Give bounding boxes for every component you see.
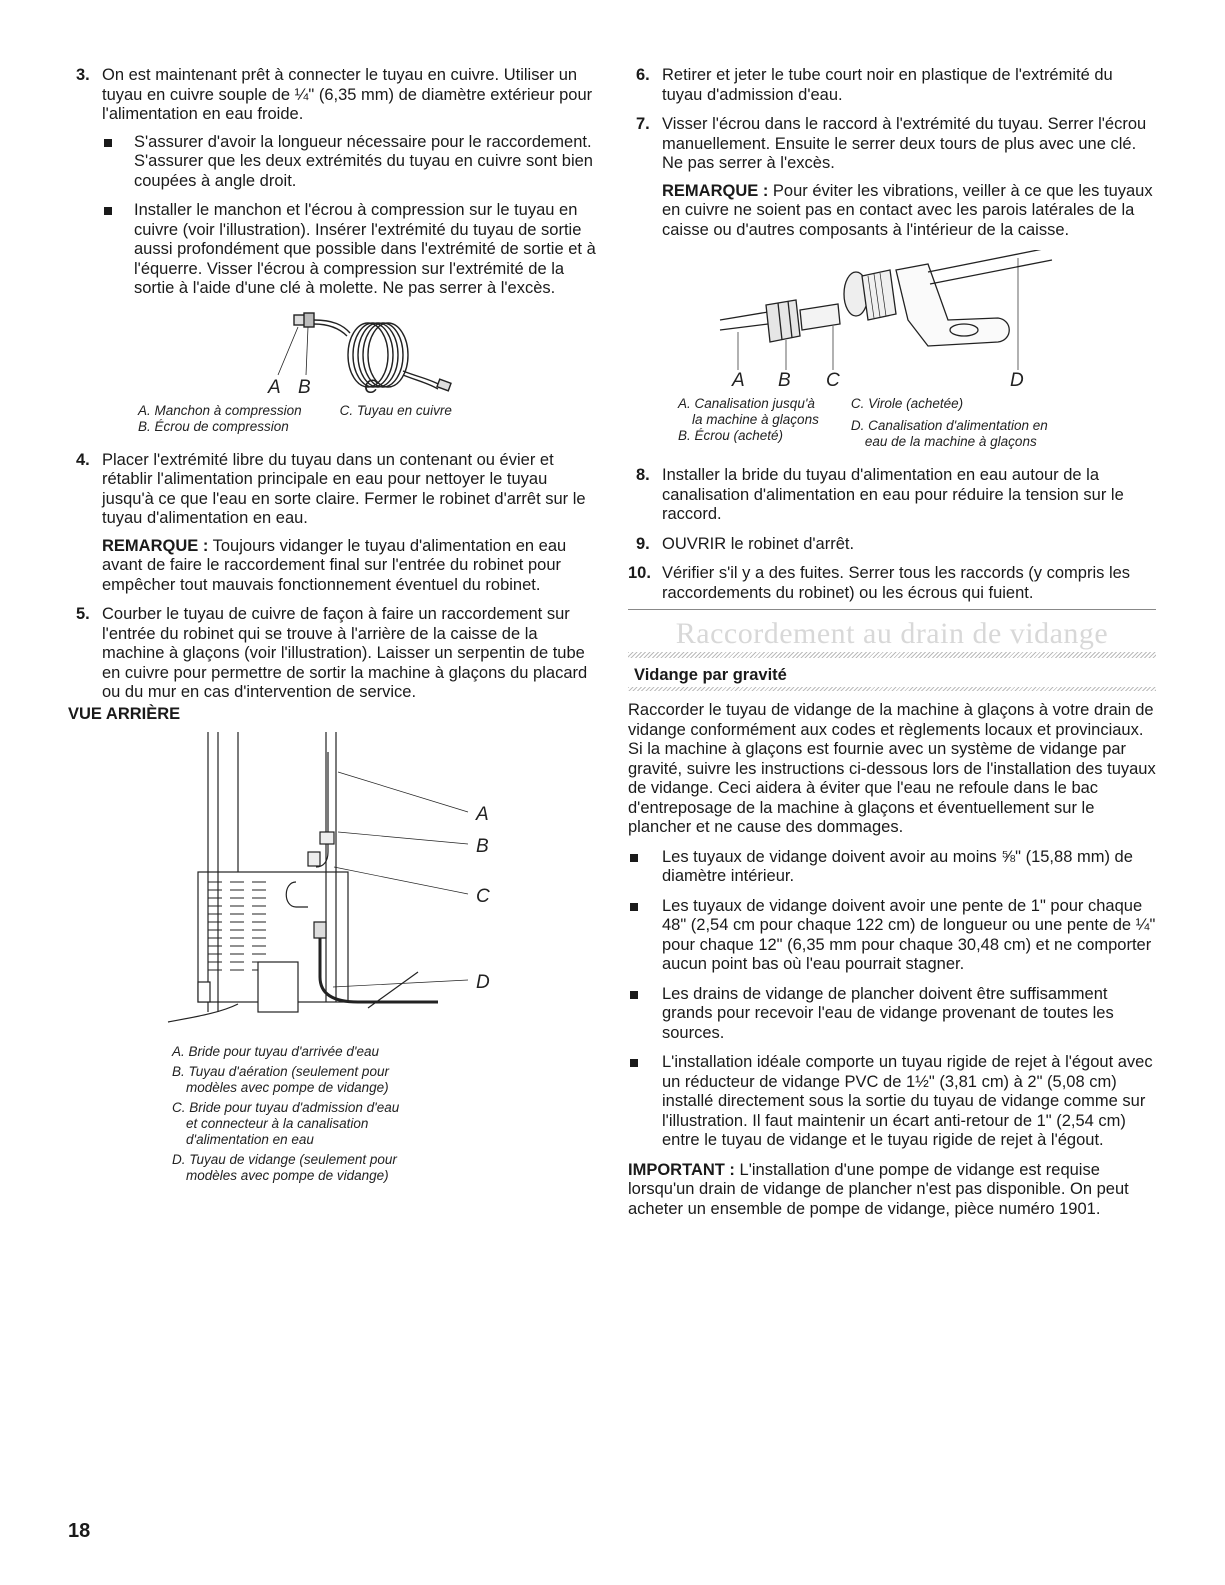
figure-fitting: [628, 250, 1156, 390]
step-text: Vérifier s'il y a des fuites. Serrer tous les raccords (y compris les raccordements du robinet) ou les écrous qui fuient.: [662, 564, 1131, 602]
bullet-square-icon: [630, 991, 638, 999]
step-text: OUVRIR le robinet d'arrêt.: [662, 534, 855, 553]
step-text: Courber le tuyau de cuivre de façon à faire un raccordement sur l'entrée du robinet qui se trouve à l'arrière de la caisse de la machine à glaçons (voir l'illustration). Laisser un serpentin de tube en cuivre pour permettre de sortir la machine à glaçons du placard ou du mur en cas d'intervention de service.: [102, 605, 588, 701]
remark: REMARQUE : Pour éviter les vibrations, veiller à ce que les tuyaux en cuivre ne soient pas en contact avec les parois latérales de la caisse ou d'autres composants à l'intérieur de la caisse.: [662, 181, 1153, 239]
bullet-item: L'installation idéale comporte un tuyau rigide de rejet à l'égout avec un réducteur de vidange PVC de 1½" (3,81 cm) à 2" (5,08 cm) installé directement sous la sortie du tuyau de vidange comme sur l'illustration. Il faut maintenir un écart anti-retour de 1" (2,54 cm) entre le tuyau de vidange et le tuyau rigide de rejet à l'égout.: [628, 1053, 1156, 1151]
figure-label: C: [364, 376, 378, 397]
section-rule: [628, 609, 1156, 610]
step-3: [68, 66, 596, 299]
important-note: IMPORTANT : L'installation d'une pompe de vidange est requise lorsqu'un drain de vidange de plancher n'est pas disponible. On peut acheter un ensemble de pompe de vidange, pièce numéro 1901.: [628, 1160, 1129, 1218]
rear-view-title: VUE ARRIÈRE: [68, 704, 181, 723]
figure-label: A: [268, 376, 281, 397]
figure-label: D: [476, 972, 490, 993]
step-number: 6.: [636, 66, 650, 84]
section-hatch: [628, 652, 1156, 658]
step-text: Placer l'extrémité libre du tuyau dans un contenant ou évier et rétablir l'alimentation principale en eau pour nettoyer le tuyau jusqu'à ce que l'eau en sorte claire. Fermer le robinet d'arrêt sur le tuyau d'alimentation en eau.: [102, 450, 586, 527]
step-number: 8.: [636, 466, 650, 484]
step-7: [628, 115, 1156, 240]
step-text: Installer la bride du tuyau d'alimentation en eau autour de la canalisation d'alimentation en eau pour réduire la tension sur le raccord.: [662, 466, 1124, 523]
page-number: 18: [68, 1520, 91, 1542]
figure-caption: A. Bride pour tuyau d'arrivée d'eau B. Tuyau d'aération (seulement pour modèles avec pompe de vidange) C. Bride pour tuyau d'admission d'eau et connecteur à la canalisation d'alimentation en eau D. Tuyau de vidange (seulement pour modèles avec pompe de vidange): [172, 1044, 400, 1183]
step-5: [68, 605, 596, 703]
figure-label: A: [476, 804, 489, 825]
step-3-bullets: [102, 133, 596, 299]
step-6: [628, 66, 1156, 105]
remark: REMARQUE : Toujours vidanger le tuyau d'alimentation en eau avant de faire le raccordement final sur l'entrée du robinet pour empêcher tout mauvais fonctionnement éventuel du robinet.: [102, 536, 567, 594]
rear-view-illustration: [68, 732, 596, 1042]
bullet-square-icon: [630, 854, 638, 862]
bullet-item: Les tuyaux de vidange doivent avoir une pente de 1" pour chaque 48" (2,54 cm pour chaque 122 cm) de longueur ou une pente de ¼" pour chaque 12" (6,35 mm pour chaque 30,48 cm) et ne comporter aucun point bas où l'eau pourrait stagner.: [628, 897, 1156, 975]
step-number: 4.: [76, 450, 90, 469]
step-number: 10.: [628, 564, 651, 582]
figure-label: B: [298, 376, 311, 397]
subsection-hatch: [628, 687, 1156, 691]
subsection-title: Vidange par gravité: [634, 665, 787, 684]
figure-label: A: [732, 370, 745, 390]
figure-copper-tube: [68, 305, 596, 397]
figure-caption: A. Manchon à compression B. Écrou de compression C. Tuyau en cuivre: [138, 402, 452, 434]
figure-caption: A. Canalisation jusqu'à la machine à glaçons B. Écrou (acheté) C. Virole (achetée) D. Canalisation d'alimentation en eau de la machine à glaçons: [678, 396, 1048, 449]
step-number: 3.: [76, 66, 90, 84]
intro-paragraph: Raccorder le tuyau de vidange de la machine à glaçons à votre drain de vidange conformément aux codes et règlements locaux et provinciaux. Si la machine à glaçons est fournie avec un système de vidange par gravité, suivre les instructions ci-dessous lors de l'installation des tuyaux de vidange. Ceci aidera à éviter que l'eau ne refoule dans le bac d'entreposage de la machine à glaçons et éventuellement sur le plancher et ne cause des dommages.: [628, 701, 1156, 836]
bullet-item: Installer le manchon et l'écrou à compression sur le tuyau en cuivre (voir l'illustration). Insérer l'extrémité du tuyau de sortie aussi profondément que possible dans l'extrémité de sortie et à l'équerre. Visser l'écrou à compression sur l'extrémité de la sortie à l'aide d'une clé à molette. Ne pas serrer à l'excès.: [102, 201, 596, 299]
step-8: [628, 466, 1156, 525]
figure-label: B: [476, 836, 489, 857]
bullet-square-icon: [630, 1059, 638, 1067]
copper-tube-illustration: [68, 305, 596, 397]
figure-label: C: [476, 886, 490, 907]
section-title: Raccordement au drain de vidange: [675, 617, 1109, 650]
figure-label: D: [1010, 370, 1024, 390]
step-number: 5.: [76, 605, 90, 623]
step-10: [628, 564, 1156, 603]
right-column: [628, 66, 1156, 1229]
step-text: Visser l'écrou dans le raccord à l'extrémité du tuyau. Serrer l'écrou manuellement. Ensuite le serrer deux tours de plus avec une clé. Ne pas serrer à l'excès.: [662, 115, 1147, 172]
step-9: [628, 535, 1156, 555]
bullet-square-icon: [630, 903, 638, 911]
step-number: 9.: [636, 534, 650, 553]
bullet-square-icon: [104, 139, 112, 147]
step-text: On est maintenant prêt à connecter le tuyau en cuivre. Utiliser un tuyau en cuivre souple de ¼" (6,35 mm) de diamètre extérieur pour l'alimentation en eau froide.: [102, 66, 593, 123]
figure-label: B: [778, 370, 791, 390]
figure-label: C: [826, 370, 840, 390]
step-text: Retirer et jeter le tube court noir en plastique de l'extrémité du tuyau d'admission d'eau.: [662, 66, 1113, 104]
bullet-item: Les drains de vidange de plancher doivent être suffisamment grands pour recevoir l'eau de vidange provenant de toutes les sources.: [628, 985, 1156, 1044]
fitting-illustration: [628, 250, 1156, 390]
drain-bullets: [628, 848, 1156, 1151]
bullet-item: Les tuyaux de vidange doivent avoir au moins ⅝" (15,88 mm) de diamètre intérieur.: [628, 848, 1156, 887]
step-number: 7.: [636, 115, 650, 133]
bullet-square-icon: [104, 207, 112, 215]
left-column: [68, 66, 596, 1184]
step-4: [68, 451, 596, 596]
bullet-item: S'assurer d'avoir la longueur nécessaire pour le raccordement. S'assurer que les deux extrémités du tuyau en cuivre sont bien coupées à angle droit.: [102, 133, 596, 192]
figure-rear-view: [68, 732, 596, 1042]
